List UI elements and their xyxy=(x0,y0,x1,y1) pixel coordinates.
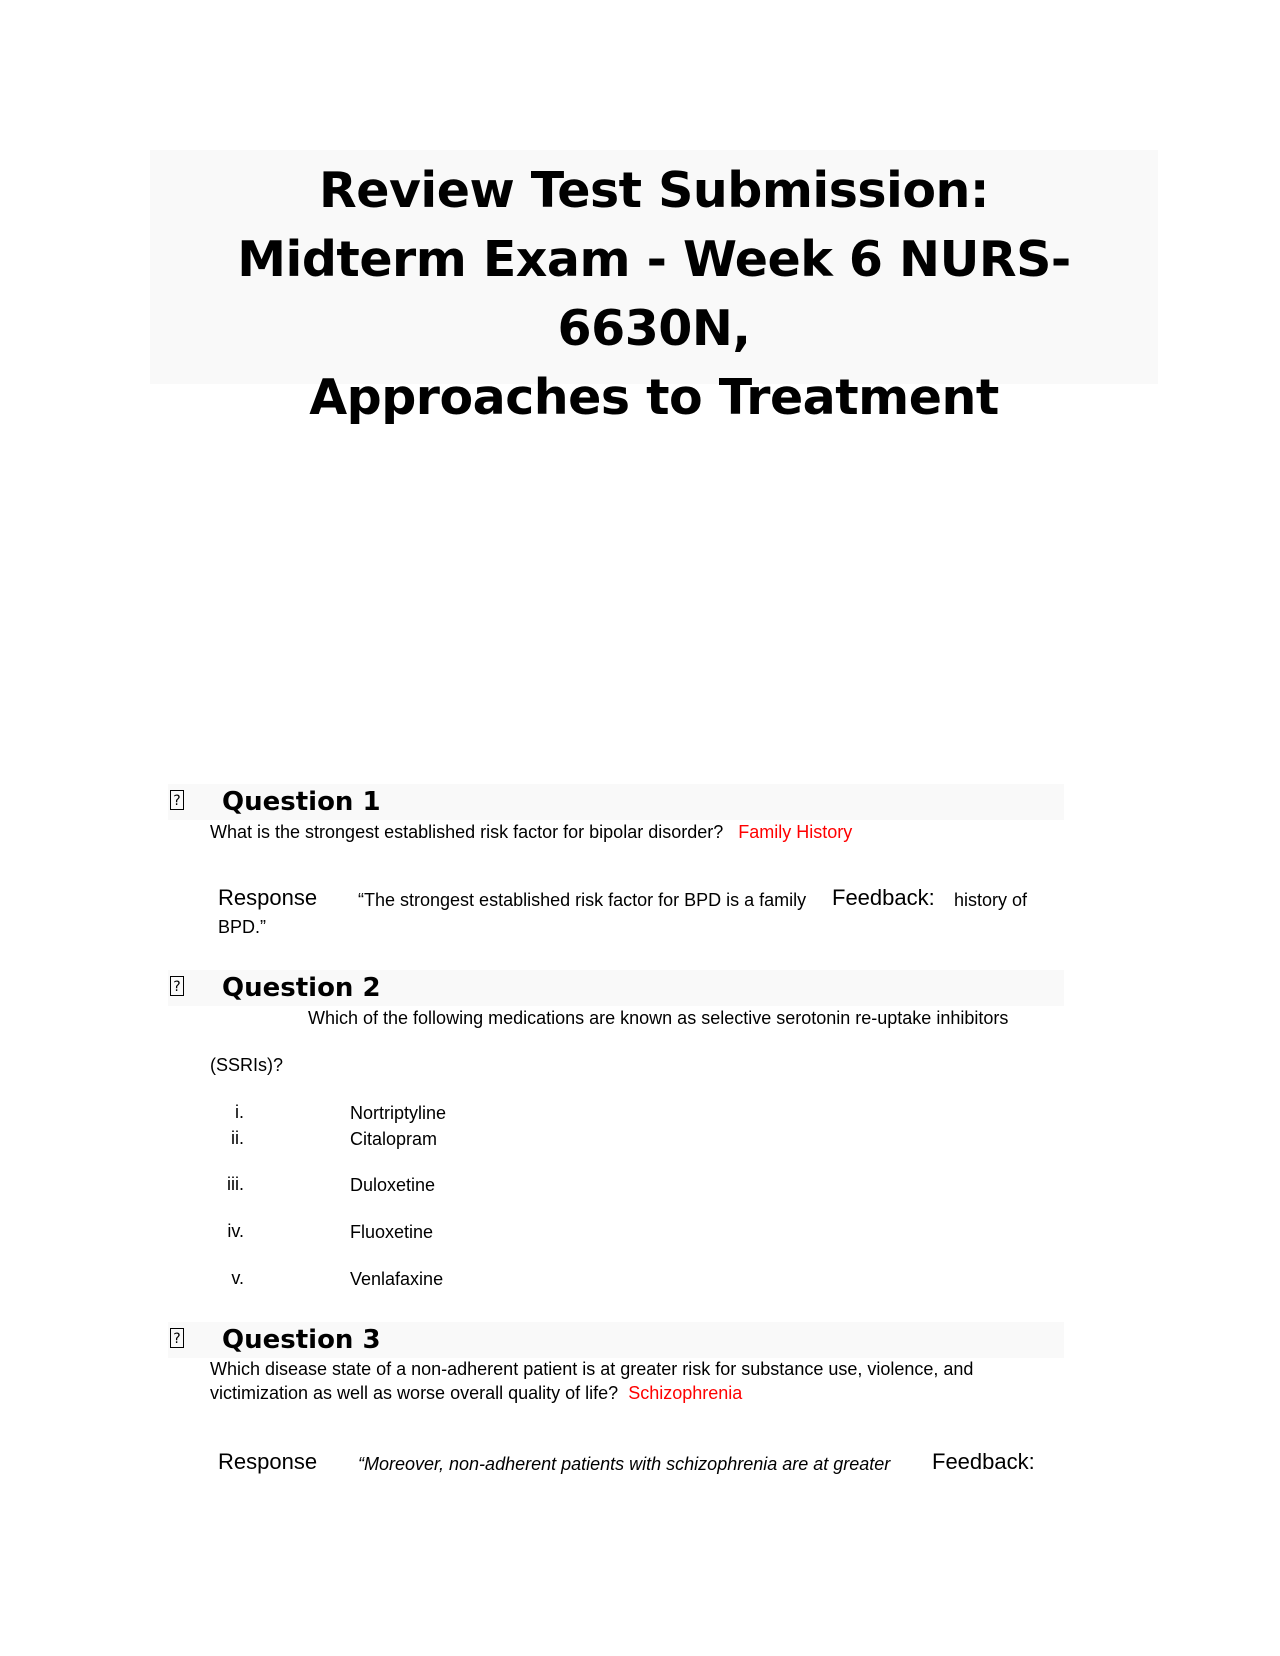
title-line-3: Approaches to Treatment xyxy=(309,369,999,426)
question-1-title: Question 1 xyxy=(222,787,381,817)
question-1-feedback-continued: history of xyxy=(954,890,1028,910)
option-number: iii. xyxy=(227,1174,244,1194)
question-3-feedback-label: Feedback: xyxy=(932,1449,1035,1474)
option-label: Venlafaxine xyxy=(350,1269,444,1289)
question-status-icon: ? xyxy=(170,1328,184,1348)
question-1-feedback-end: BPD.” xyxy=(218,917,267,937)
title-line-2: Midterm Exam - Week 6 NURS-6630N, xyxy=(237,231,1071,357)
question-3-header xyxy=(168,1322,1064,1358)
question-2-title: Question 2 xyxy=(222,973,381,1003)
question-3-answer: Schizophrenia xyxy=(628,1383,743,1403)
question-3-title: Question 3 xyxy=(222,1325,381,1355)
option-label: Nortriptyline xyxy=(350,1103,447,1123)
document-title xyxy=(150,150,1158,432)
question-3-text-line-1: Which disease state of a non-adherent patient is at greater risk for substance use, violence, and xyxy=(210,1359,974,1379)
question-status-icon: ? xyxy=(170,790,184,810)
option-number: iv. xyxy=(227,1221,244,1241)
option-number: i. xyxy=(235,1102,244,1122)
question-status-icon: ? xyxy=(170,976,184,996)
question-1-feedback-text: “The strongest established risk factor for BPD is a family xyxy=(358,890,807,910)
question-3-feedback-text: “Moreover, non-adherent patients with schizophrenia are at greater xyxy=(358,1454,891,1474)
question-3-response-label: Response xyxy=(218,1449,318,1474)
title-line-1: Review Test Submission: xyxy=(319,162,989,219)
question-1-text xyxy=(210,820,852,844)
question-2-text-line-2: (SSRIs)? xyxy=(210,1055,284,1075)
document-title-box xyxy=(150,150,1158,426)
question-1-header xyxy=(168,784,1064,820)
question-3-prompt-end: victimization as well as worse overall quality of life? xyxy=(210,1383,619,1403)
question-1-prompt: What is the strongest established risk factor for bipolar disorder? xyxy=(210,822,724,842)
option-label: Fluoxetine xyxy=(350,1222,434,1242)
option-number: ii. xyxy=(231,1128,244,1148)
option-number: v. xyxy=(231,1268,244,1288)
option-label: Citalopram xyxy=(350,1129,438,1149)
question-2-header xyxy=(168,970,1064,1006)
question-1-response-label: Response xyxy=(218,885,318,910)
option-label: Duloxetine xyxy=(350,1175,436,1195)
question-1-answer: Family History xyxy=(738,822,853,842)
question-1-feedback-label: Feedback: xyxy=(832,885,935,910)
question-2-text-line-1: Which of the following medications are known as selective serotonin re-uptake inhibitors xyxy=(308,1008,1009,1028)
question-3-text-line-2 xyxy=(210,1381,742,1405)
